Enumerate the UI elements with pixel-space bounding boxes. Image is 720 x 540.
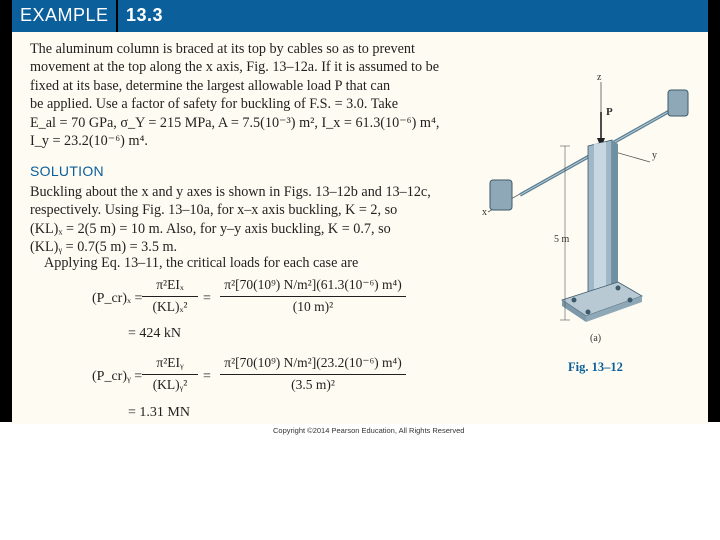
example-label: EXAMPLE (20, 5, 109, 25)
figure-caption: Fig. 13–12 (568, 360, 623, 374)
eq2-equals: = (203, 369, 211, 384)
problem-line: E_al = 70 GPa, σ_Y = 215 MPa, A = 7.5(10⁻³) m², I_x = 61.3(10⁻⁶) m⁴, (30, 114, 440, 131)
problem-line: movement at the top along the x axis, Fig. 13–12a. If it is assumed to be (30, 59, 440, 76)
eq1-lhs: (P_cr)ₓ = (92, 291, 143, 306)
eq2-lhs: (P_cr)ᵧ = (92, 369, 143, 384)
problem-line: be applied. Use a factor of safety for buckling of F.S. = 3.0. Take (30, 96, 399, 113)
length-label: 5 m (554, 234, 570, 245)
eq2-denominator-numeric: (3.5 m)² (291, 377, 335, 392)
eq1-fraction-bar (142, 296, 198, 297)
problem-line: The aluminum column is braced at its top by cables so as to prevent (30, 41, 415, 57)
eq2-result: = 1.31 MN (128, 405, 190, 420)
solution-line: Buckling about the x and y axes is shown in Figs. 13–12b and 13–12c, (30, 184, 431, 200)
z-axis-label: z (597, 72, 602, 83)
y-axis-label: y (652, 150, 657, 161)
eq1-denominator-numeric: (10 m)² (292, 299, 334, 314)
subfigure-label: (a) (590, 333, 602, 344)
solution-line: (KL)ₓ = 2(5 m) = 10 m. Also, for y–y axis buckling, K = 0.7, so (30, 220, 391, 237)
apply-equation-line: Applying Eq. 13–11, the critical loads for each case are (44, 255, 359, 271)
x-axis-label: x (482, 207, 487, 218)
example-number-bar (118, 0, 708, 32)
eq2-fraction-bar (142, 374, 198, 375)
solution-heading: SOLUTION (30, 163, 104, 179)
solution-text (30, 183, 470, 257)
problem-line: I_y = 23.2(10⁻⁶) m⁴. (30, 133, 148, 150)
problem-statement (30, 40, 470, 150)
eq1-equals: = (203, 291, 211, 306)
solution-line: respectively. Using Fig. 13–10a, for x–x axis buckling, K = 2, so (30, 202, 398, 219)
eq1-fraction-bar-2 (220, 296, 406, 297)
load-label: P (606, 106, 613, 118)
example-number: 13.3 (126, 5, 164, 25)
eq2-denominator-symbolic: (KL)ᵧ² (152, 377, 188, 392)
problem-line: fixed at its base, determine the largest allowable load P that can (30, 77, 391, 94)
eq1-denominator-symbolic: (KL)ₓ² (152, 299, 188, 314)
eq1-result: = 424 kN (128, 326, 182, 341)
eq2-numerator-numeric: π²[70(10⁹) N/m²](23.2(10⁻⁶) m⁴) (224, 355, 402, 370)
column-figure (470, 60, 708, 360)
eq1-numerator-numeric: π²[70(10⁹) N/m²](61.3(10⁻⁶) m⁴) (224, 277, 402, 292)
solution-line: (KL)ᵧ = 0.7(5 m) = 3.5 m. (30, 239, 178, 256)
eq2-fraction-bar-2 (220, 374, 406, 375)
copyright-notice: Copyright ©2014 Pearson Education, All Rights Reserved (273, 426, 465, 435)
eq1-numerator-symbolic: π²EIₓ (156, 277, 184, 292)
eq2-numerator-symbolic: π²EIᵧ (156, 355, 184, 370)
